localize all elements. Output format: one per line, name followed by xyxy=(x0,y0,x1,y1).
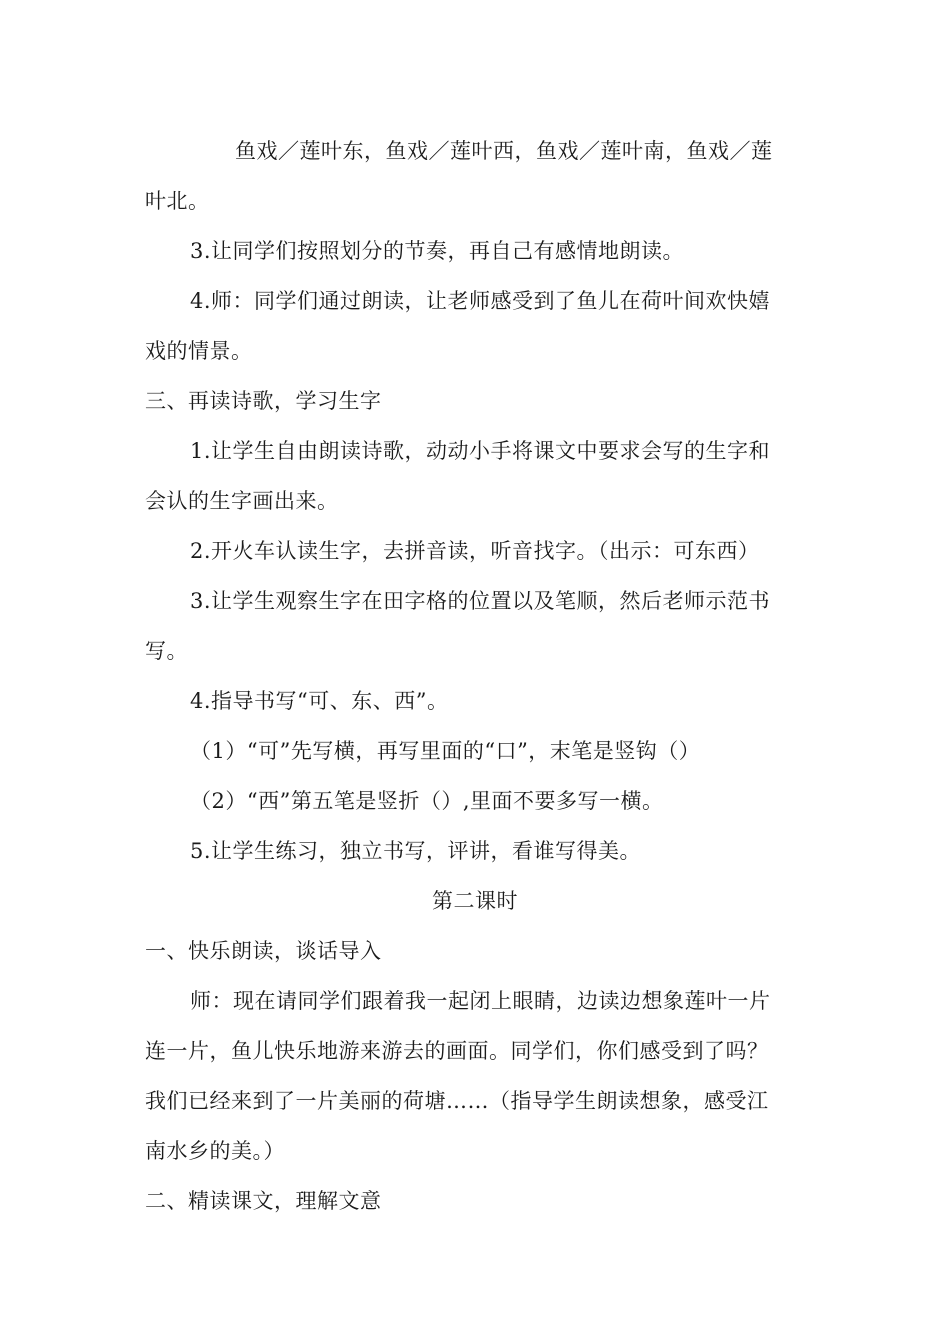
text-line: （2）“西”第五笔是竖折（）,里面不要多写一横。 xyxy=(190,789,664,813)
text-line: 2.开火车认读生字，去拼音读，听音找字。（出示：可东西） xyxy=(190,539,760,563)
text-line: 叶北。 xyxy=(145,189,210,213)
text-line: 鱼戏／莲叶东，鱼戏／莲叶西，鱼戏／莲叶南，鱼戏／莲 xyxy=(235,139,773,163)
text-line: 5.让学生练习，独立书写，评讲，看谁写得美。 xyxy=(190,839,642,863)
section-heading: 三、再读诗歌，学习生字 xyxy=(145,389,382,413)
text-line: 南水乡的美。） xyxy=(145,1139,285,1163)
text-line: 4.师：同学们通过朗读，让老师感受到了鱼儿在荷叶间欢快嬉 xyxy=(190,289,771,313)
text-line: 3.让学生观察生字在田字格的位置以及笔顺，然后老师示范书 xyxy=(190,589,771,613)
lesson-title: 第二课时 xyxy=(432,889,518,913)
text-line: 我们已经来到了一片美丽的荷塘……（指导学生朗读想象，感受江 xyxy=(145,1089,769,1113)
section-heading: 二、精读课文，理解文意 xyxy=(145,1189,382,1213)
text-line: 1.让学生自由朗读诗歌，动动小手将课文中要求会写的生字和 xyxy=(190,439,771,463)
text-line: 3.让同学们按照划分的节奏，再自己有感情地朗读。 xyxy=(190,239,685,263)
section-heading: 一、快乐朗读，谈话导入 xyxy=(145,939,382,963)
text-line: （1）“可”先写横，再写里面的“口”，末笔是竖钩（） xyxy=(190,739,701,763)
text-line: 会认的生字画出来。 xyxy=(145,489,339,513)
text-line: 连一片，鱼儿快乐地游来游去的画面。同学们，你们感受到了吗？ xyxy=(145,1039,769,1063)
text-line: 4.指导书写“可、东、西”。 xyxy=(190,689,449,713)
text-line: 戏的情景。 xyxy=(145,339,253,363)
text-line: 写。 xyxy=(145,639,188,663)
text-line: 师：现在请同学们跟着我一起闭上眼睛，边读边想象莲叶一片 xyxy=(190,989,771,1013)
